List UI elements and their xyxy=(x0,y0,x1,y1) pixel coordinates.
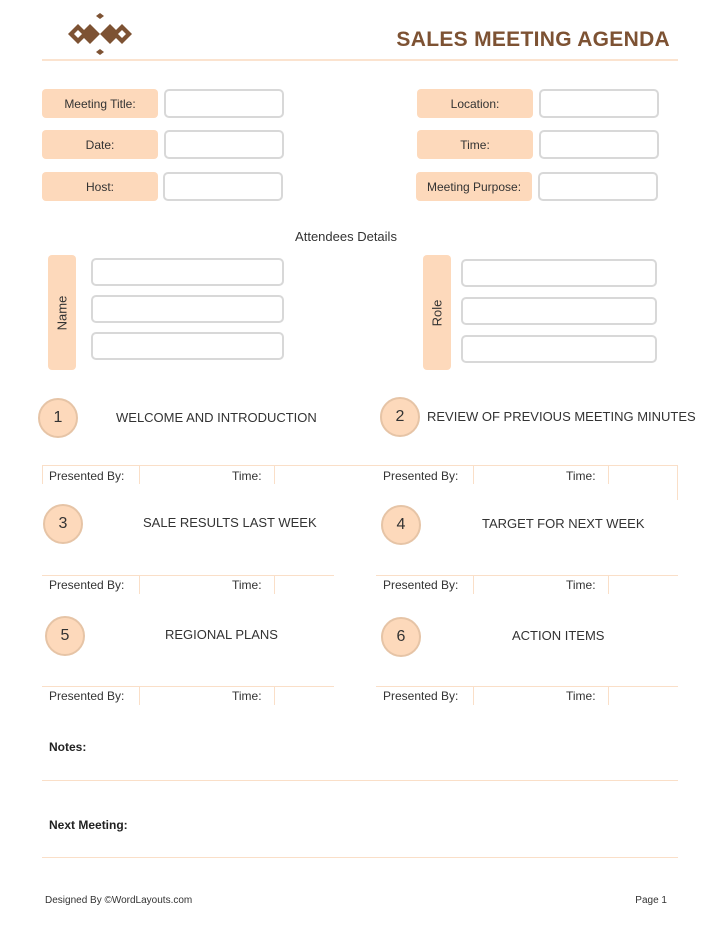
role-label: Role xyxy=(429,299,445,326)
name-label-box xyxy=(48,255,76,370)
row-separator xyxy=(139,466,140,484)
agenda-row-divider xyxy=(42,575,334,576)
footer-credit: Designed By ©WordLayouts.com xyxy=(45,895,193,906)
time-label: Time: xyxy=(566,689,596,703)
notes-label: Notes: xyxy=(49,740,87,754)
time-label: Time: xyxy=(232,578,262,592)
agenda-number-badge: 4 xyxy=(381,505,421,545)
agenda-item-title: ACTION ITEMS xyxy=(512,628,605,643)
agenda-item-title: TARGET FOR NEXT WEEK xyxy=(482,516,645,531)
attendee-role-field-1[interactable] xyxy=(461,259,657,287)
row-separator xyxy=(274,466,275,484)
role-label-box xyxy=(423,255,451,370)
agenda-number-badge: 5 xyxy=(45,616,85,656)
row-separator xyxy=(139,576,140,594)
attendee-role-field-3[interactable] xyxy=(461,335,657,363)
meeting-purpose-label: Meeting Purpose: xyxy=(416,172,532,201)
host-label: Host: xyxy=(42,172,158,201)
agenda-number-badge: 3 xyxy=(43,504,83,544)
time-label: Time: xyxy=(566,469,596,483)
presented-by-label: Presented By: xyxy=(49,689,125,703)
agenda-number-badge: 2 xyxy=(380,397,420,437)
row-separator xyxy=(274,687,275,705)
row-separator xyxy=(608,687,609,705)
meeting-title-label: Meeting Title: xyxy=(42,89,158,118)
agenda-item-title: SALE RESULTS LAST WEEK xyxy=(143,515,317,530)
meeting-purpose-field[interactable] xyxy=(538,172,658,201)
time-label: Time: xyxy=(566,578,596,592)
row-separator xyxy=(608,466,609,484)
row-separator xyxy=(473,576,474,594)
date-label: Date: xyxy=(42,130,158,159)
presented-by-label: Presented By: xyxy=(383,578,459,592)
attendee-name-field-1[interactable] xyxy=(91,258,284,286)
agenda-row-divider xyxy=(376,575,678,576)
row-separator xyxy=(473,687,474,705)
row-separator xyxy=(677,466,678,500)
time-field[interactable] xyxy=(539,130,659,159)
name-label: Name xyxy=(54,295,70,330)
notes-divider xyxy=(42,780,678,781)
agenda-number-badge: 6 xyxy=(381,617,421,657)
meeting-title-field[interactable] xyxy=(164,89,284,118)
presented-by-label: Presented By: xyxy=(49,578,125,592)
row-separator xyxy=(42,466,43,484)
logo xyxy=(66,13,134,55)
agenda-item-title: REVIEW OF PREVIOUS MEETING MINUTES xyxy=(427,409,696,424)
page-number: Page 1 xyxy=(635,895,667,906)
attendees-heading: Attendees Details xyxy=(295,229,397,244)
location-label: Location: xyxy=(417,89,533,118)
attendee-name-field-3[interactable] xyxy=(91,332,284,360)
row-separator xyxy=(473,466,474,484)
next-meeting-divider xyxy=(42,857,678,858)
header-divider xyxy=(42,59,678,61)
presented-by-label: Presented By: xyxy=(383,469,459,483)
row-separator xyxy=(139,687,140,705)
location-field[interactable] xyxy=(539,89,659,118)
time-label: Time: xyxy=(232,689,262,703)
row-separator xyxy=(274,576,275,594)
presented-by-label: Presented By: xyxy=(49,469,125,483)
next-meeting-label: Next Meeting: xyxy=(49,818,128,832)
attendee-name-field-2[interactable] xyxy=(91,295,284,323)
time-label: Time: xyxy=(232,469,262,483)
agenda-row-divider xyxy=(42,465,678,466)
row-separator xyxy=(608,576,609,594)
page-title: SALES MEETING AGENDA xyxy=(396,28,670,51)
agenda-row-divider xyxy=(42,686,334,687)
presented-by-label: Presented By: xyxy=(383,689,459,703)
date-field[interactable] xyxy=(164,130,284,159)
agenda-number-badge: 1 xyxy=(38,398,78,438)
agenda-item-title: WELCOME AND INTRODUCTION xyxy=(116,410,317,425)
host-field[interactable] xyxy=(163,172,283,201)
attendee-role-field-2[interactable] xyxy=(461,297,657,325)
time-label: Time: xyxy=(417,130,533,159)
agenda-row-divider xyxy=(376,686,678,687)
agenda-item-title: REGIONAL PLANS xyxy=(165,627,278,642)
